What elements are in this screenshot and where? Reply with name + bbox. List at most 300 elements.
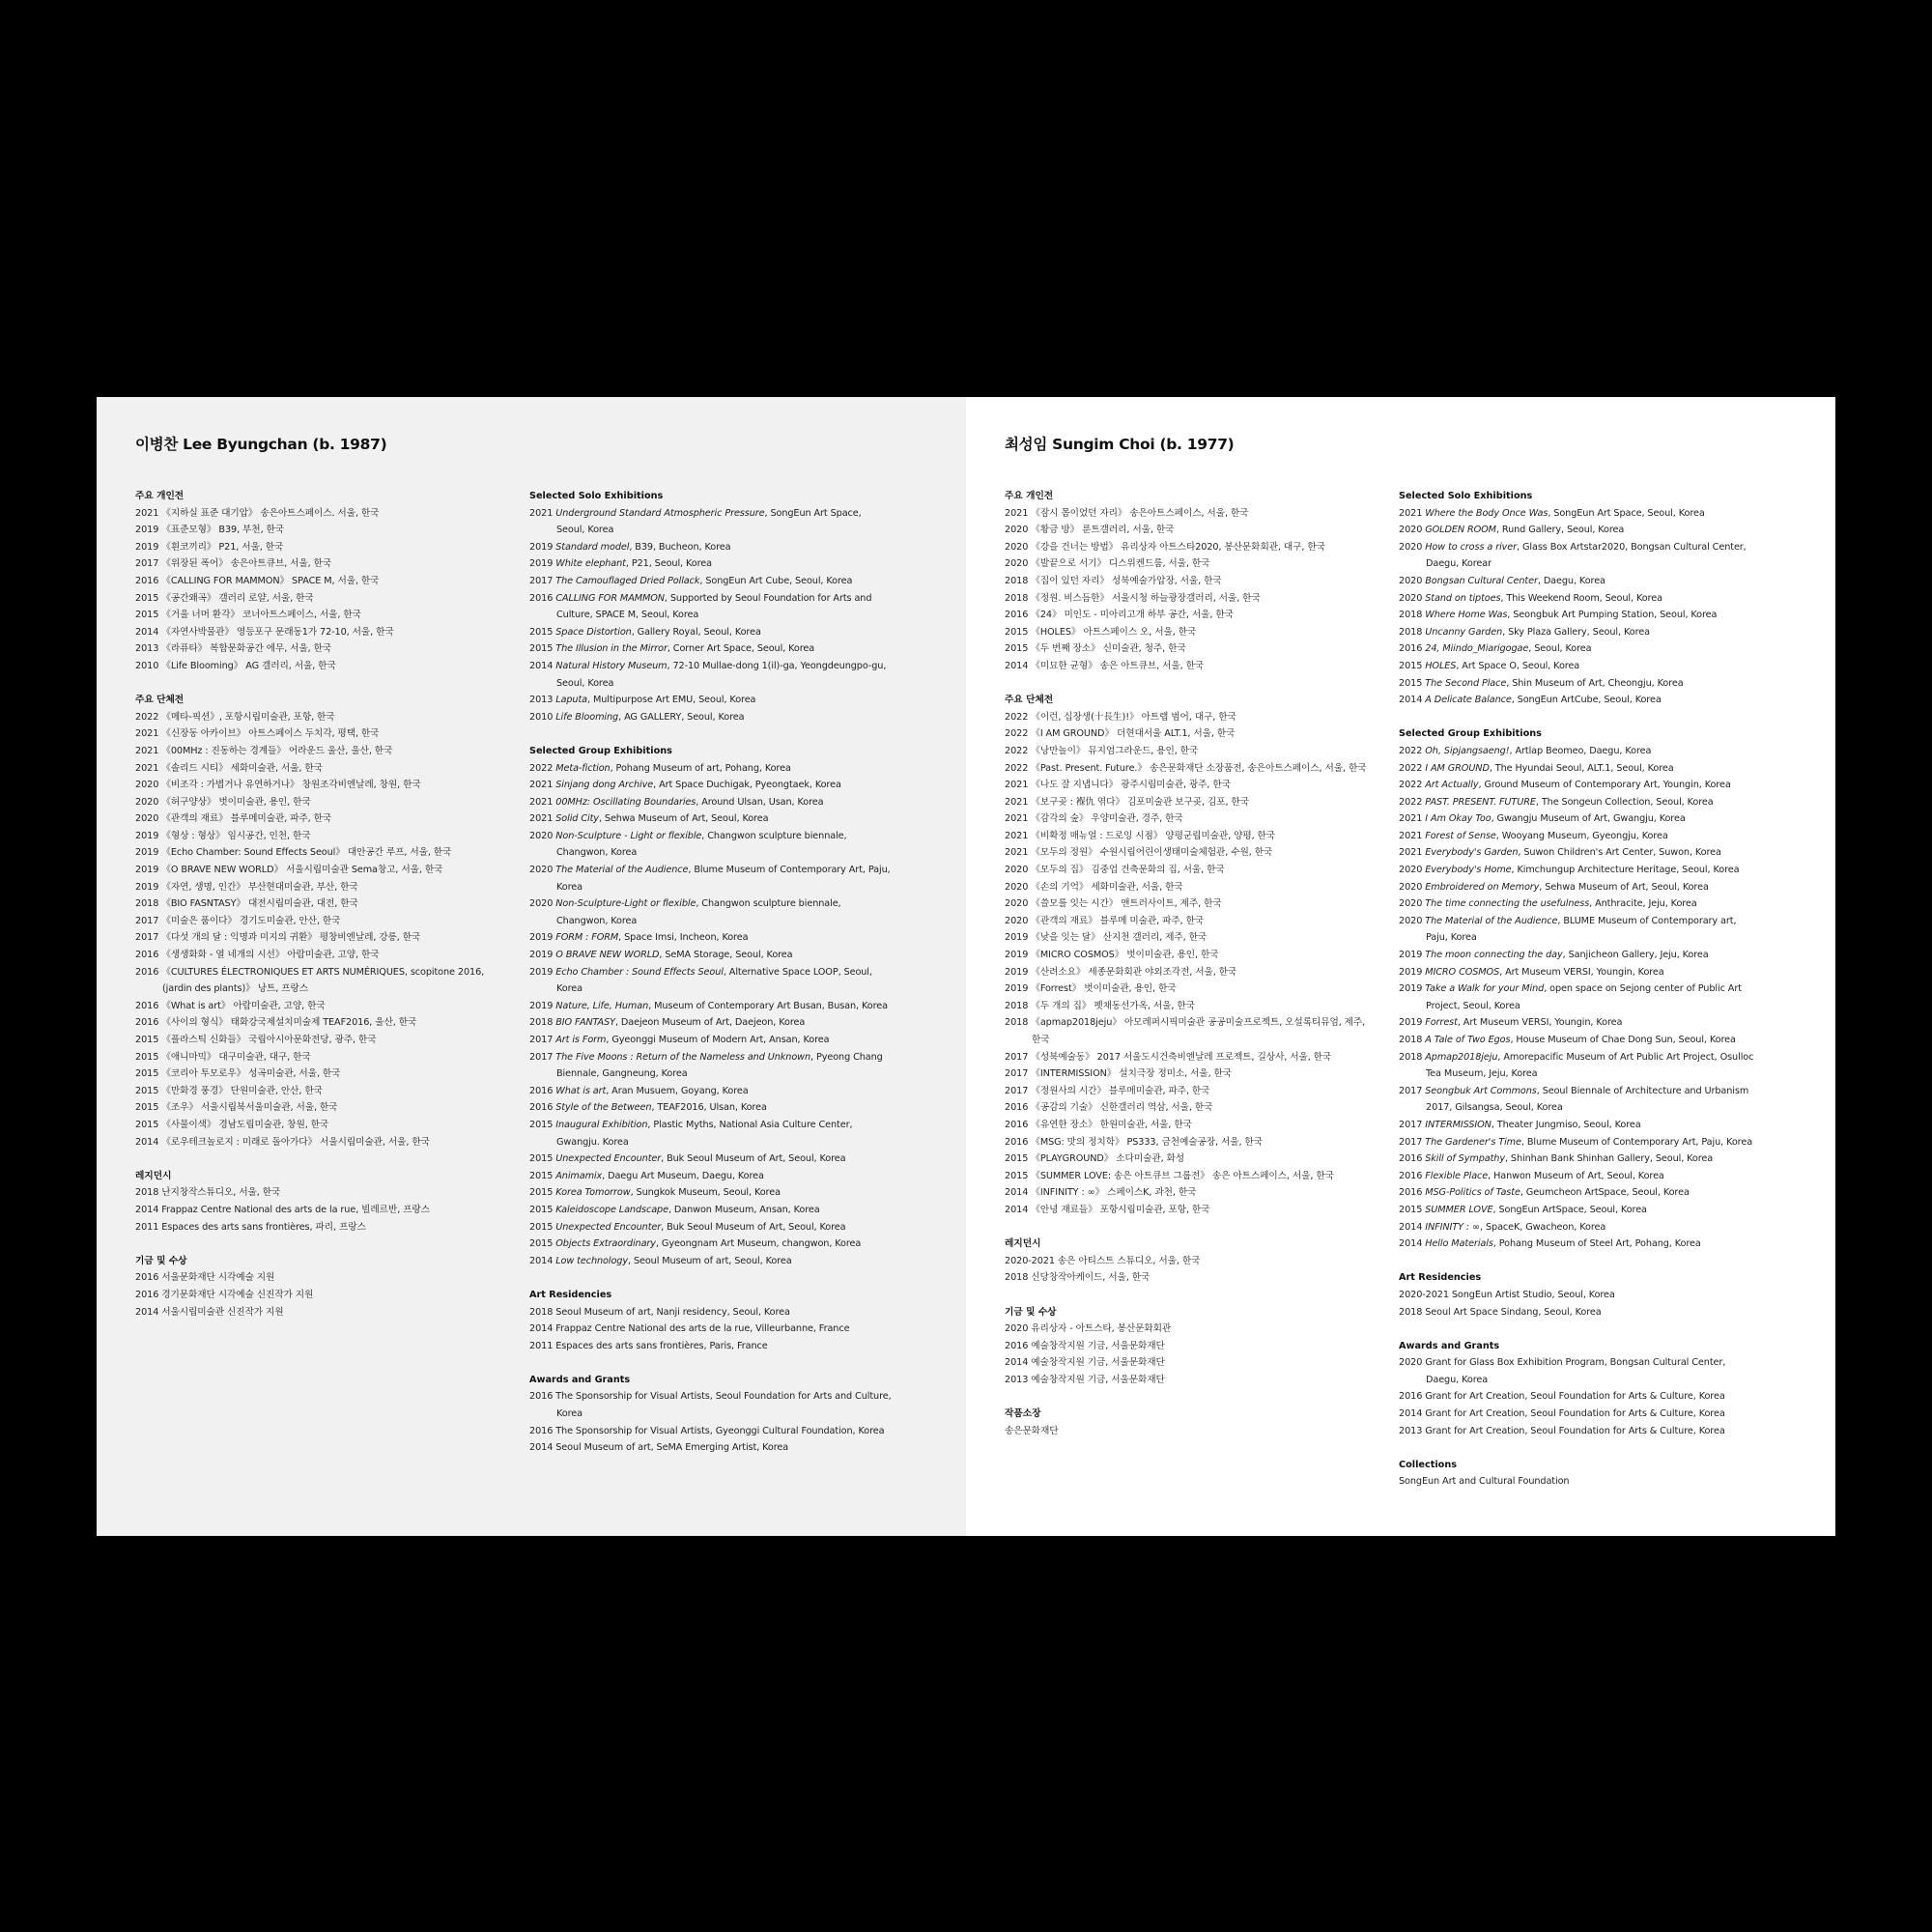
cv-entry: 2016 서울문화재단 시각예술 지원 bbox=[135, 1272, 275, 1284]
cv-entry bbox=[529, 555, 892, 573]
entry-title: O BRAVE NEW WORLD bbox=[555, 950, 660, 961]
entry-title: The Second Place bbox=[1425, 677, 1507, 689]
cv-entry bbox=[1399, 760, 1761, 778]
entry-title: I Am Okay Too bbox=[1425, 813, 1492, 825]
entry-title: Non-Sculpture - Light or flexible bbox=[555, 830, 702, 841]
entry-venue: , Seoul, Korea bbox=[1528, 643, 1592, 655]
entry-venue: , Around Ulsan, Usan, Korea bbox=[696, 796, 824, 808]
entry-year: 2016 bbox=[529, 1102, 554, 1114]
cv-entry: 2013 Grant for Art Creation, Seoul Foundation for Arts & Culture, Korea bbox=[1399, 1425, 1725, 1436]
cv-entry: 2017 《성북예술동》 2017 서울도시건축비엔날레 프로젝트, 길상사, 서울, 한국 bbox=[1005, 1051, 1332, 1063]
entry-year: 2016 bbox=[1399, 1153, 1423, 1165]
entry-venue: , The Songeun Collection, Seoul, Korea bbox=[1535, 796, 1714, 808]
cv-entry: 2016 《공감의 기술》 신한갤러리 역삼, 서울, 한국 bbox=[1005, 1102, 1213, 1114]
entry-year: 2016 bbox=[1399, 1170, 1423, 1181]
cv-entry: 2021 《보구곶 : 褓仇 엮다》 김포미술관 보구곶, 김포, 한국 bbox=[1005, 796, 1249, 808]
entry-year: 2018 bbox=[1399, 1051, 1423, 1063]
entry-year: 2021 bbox=[1399, 830, 1423, 841]
entry-venue: , SeMA Storage, Seoul, Korea bbox=[659, 950, 793, 961]
entry-venue: , SongEun ArtCube, Seoul, Korea bbox=[1511, 695, 1662, 706]
cv-entry: 2022 《메타-픽션》, 포항시립미술관, 포항, 한국 bbox=[135, 711, 335, 723]
cv-entry bbox=[1399, 1168, 1761, 1185]
cv-entry: 2021 《신장동 아카이브》 아트스페이스 두치각, 평택, 한국 bbox=[135, 728, 380, 740]
entry-year: 2019 bbox=[1399, 1017, 1423, 1029]
entry-year: 2014 bbox=[1399, 1221, 1423, 1233]
cv-entry bbox=[1399, 522, 1761, 539]
entry-venue: , Sky Plaza Gallery, Seoul, Korea bbox=[1502, 626, 1650, 638]
entry-venue: , Seongbuk Art Pumping Station, Seoul, Korea bbox=[1507, 610, 1718, 621]
entry-venue: , Wooyang Museum, Gyeongju, Korea bbox=[1495, 830, 1668, 841]
cv-entry: 2014 《로우테크놀로지 : 미래로 돌아가다》 서울시립미술관, 서울, 한국 bbox=[135, 1136, 430, 1148]
cv-entry: 2013 예술창작지원 기금, 서울문화재단 bbox=[1005, 1374, 1165, 1385]
entry-year: 2019 bbox=[1399, 966, 1423, 978]
cv-entry: 2016 Grant for Art Creation, Seoul Foundation for Arts & Culture, Korea bbox=[1399, 1391, 1725, 1403]
entry-venue: , The Hyundai Seoul, ALT.1, Seoul, Korea bbox=[1489, 762, 1674, 774]
entry-title: Space Distortion bbox=[555, 626, 632, 638]
entry-title: The Five Moons : Return of the Nameless and Unknown bbox=[555, 1051, 811, 1063]
entry-year: 2014 bbox=[529, 660, 554, 671]
cv-section bbox=[1399, 1338, 1761, 1440]
cv-entry: 2018 《집이 있던 자리》 성북예술가압장, 서울, 한국 bbox=[1005, 575, 1222, 586]
cv-section bbox=[1399, 1457, 1761, 1491]
artist-name: 이병찬 Lee Byungchan (b. 1987) bbox=[135, 436, 387, 453]
cv-entry: 2011 Espaces des arts sans frontières, Paris, France bbox=[529, 1340, 768, 1351]
entry-title: BIO FANTASY bbox=[555, 1017, 615, 1029]
cv-entry: 2021 《솔리드 시티》 세화미술관, 서울, 한국 bbox=[135, 762, 323, 774]
cv-entry: 2016 예술창작지원 기금, 서울문화재단 bbox=[1005, 1340, 1165, 1351]
entry-venue: , Geumcheon ArtSpace, Seoul, Korea bbox=[1520, 1187, 1690, 1199]
entry-title: Inaugural Exhibition bbox=[555, 1119, 648, 1130]
cv-entry bbox=[1399, 1184, 1761, 1202]
cv-entry: 2016 경기문화재단 시각예술 신진작가 지원 bbox=[135, 1289, 314, 1300]
section-heading: Collections bbox=[1399, 1459, 1457, 1470]
cv-section bbox=[1005, 692, 1367, 1218]
entry-venue: , Sungkok Museum, Seoul, Korea bbox=[630, 1187, 781, 1199]
cv-entry bbox=[529, 828, 892, 862]
entry-title: Take a Walk for your Mind bbox=[1425, 983, 1545, 995]
entry-year: 2019 bbox=[529, 541, 554, 553]
entry-title: Skill of Sympathy bbox=[1425, 1153, 1505, 1165]
section-heading: 기금 및 수상 bbox=[1005, 1306, 1057, 1318]
entry-venue: , Supported by Seoul Foundation for Arts and Culture, SPACE M, Seoul, Korea bbox=[556, 592, 872, 621]
cv-entry: 2016 《사이의 형식》 태화강국제설치미술제 TEAF2016, 울산, 한국 bbox=[135, 1017, 417, 1029]
cv-entry bbox=[1399, 1219, 1761, 1236]
entry-venue: , Aran Musuem, Goyang, Korea bbox=[606, 1085, 749, 1096]
cv-entry: 2016 《CULTURES ÉLECTRONIQUES ET ARTS NUMÉRIQUES, scopitone 2016, (jardin des plants)》 낭트, 프랑스 bbox=[135, 966, 485, 995]
cv-entry: 2018 Seoul Museum of art, Nanji residency, Seoul, Korea bbox=[529, 1306, 790, 1318]
entry-venue: , Amorepacific Museum of Art Public Art Project, Osulloc Tea Museum, Jeju, Korea bbox=[1426, 1051, 1754, 1080]
entry-title: Where the Body Once Was bbox=[1425, 507, 1548, 519]
cv-entry bbox=[529, 1117, 892, 1151]
entry-title: Style of the Between bbox=[555, 1102, 652, 1114]
cv-entry bbox=[1399, 913, 1761, 947]
cv-entry: 2016 The Sponsorship for Visual Artists, Gyeonggi Cultural Foundation, Korea bbox=[529, 1425, 885, 1436]
entry-venue: , Corner Art Space, Seoul, Korea bbox=[667, 643, 815, 655]
section-heading: Selected Group Exhibitions bbox=[529, 745, 672, 756]
cv-entry: 2022 《이런, 십장생(十長生)!》 아트랩 범어, 대구, 한국 bbox=[1005, 711, 1236, 723]
entry-venue: , Anthracite, Jeju, Korea bbox=[1589, 898, 1697, 910]
entry-venue: , Pohang Museum of art, Pohang, Korea bbox=[610, 762, 791, 774]
entry-venue: , open space on Sejong center of Public Art Project, Seoul, Korea bbox=[1426, 983, 1742, 1011]
entry-venue: , Buk Seoul Museum of Art, Seoul, Korea bbox=[661, 1221, 846, 1233]
cv-section bbox=[1005, 488, 1367, 675]
entry-venue: , Seoul Biennale of Architecture and Urbanism 2017, Gilsangsa, Seoul, Korea bbox=[1426, 1085, 1749, 1114]
cv-entry: 2020 Grant for Glass Box Exhibition Program, Bongsan Cultural Center, Daegu, Korea bbox=[1399, 1357, 1726, 1385]
cv-entry bbox=[1399, 640, 1761, 658]
entry-venue: , Ground Museum of Contemporary Art, Youngin, Korea bbox=[1478, 780, 1731, 791]
entry-year: 2019 bbox=[529, 1000, 554, 1011]
cv-entry bbox=[1399, 1202, 1761, 1219]
entry-title: Low technology bbox=[555, 1255, 628, 1266]
cv-entry bbox=[1399, 590, 1761, 608]
entry-year: 2016 bbox=[529, 592, 554, 604]
cv-entry: 2017 《위장된 폭어》 송은아트큐브, 서울, 한국 bbox=[135, 558, 332, 570]
entry-venue: , SongEun ArtSpace, Seoul, Korea bbox=[1492, 1204, 1647, 1215]
entry-venue: , Shinhan Bank Shinhan Gallery, Seoul, Korea bbox=[1504, 1153, 1714, 1165]
entry-title: The Gardener's Time bbox=[1425, 1136, 1521, 1148]
entry-venue: , Sehwa Museum of Art, Seoul, Korea bbox=[1539, 881, 1709, 893]
entry-year: 2017 bbox=[1399, 1119, 1423, 1130]
cv-entry bbox=[529, 1151, 892, 1168]
cv-entry bbox=[1399, 810, 1761, 828]
entry-title: Forest of Sense bbox=[1425, 830, 1496, 841]
entry-venue: , Sehwa Museum of Art, Seoul, Korea bbox=[598, 813, 769, 825]
cv-section bbox=[1005, 1406, 1367, 1439]
entry-year: 2019 bbox=[529, 950, 554, 961]
entry-title: The Material of the Audience bbox=[555, 865, 689, 876]
cv-entry: 2017 《다섯 개의 달 : 익명과 미지의 귀환》 평창비엔날레, 강릉, 한국 bbox=[135, 932, 421, 944]
entry-title: HOLES bbox=[1425, 660, 1457, 671]
cv-entry bbox=[529, 998, 892, 1015]
entry-title: How to cross a river bbox=[1425, 541, 1518, 553]
cv-entry bbox=[529, 1184, 892, 1202]
cv-entry: 2020 《쓸모를 잇는 시간》 앤트러사이트, 제주, 한국 bbox=[1005, 898, 1222, 910]
entry-title: Meta-fiction bbox=[555, 762, 611, 774]
cv-entry: 2021 《비확정 매뉴얼 : 드로잉 시점》 양평군립미술관, 양평, 한국 bbox=[1005, 830, 1276, 841]
entry-title: FORM : FORM bbox=[555, 932, 619, 944]
entry-year: 2021 bbox=[529, 796, 554, 808]
entry-year: 2015 bbox=[529, 643, 554, 655]
entry-title: What is art bbox=[555, 1085, 607, 1096]
entry-year: 2014 bbox=[529, 1255, 554, 1266]
cv-section bbox=[529, 1372, 892, 1457]
entry-venue: , Theater Jungmiso, Seoul, Korea bbox=[1491, 1119, 1641, 1130]
cv-entry bbox=[1399, 675, 1761, 693]
cv-entry bbox=[529, 505, 892, 539]
entry-venue: , SongEun Art Space, Seoul, Korea bbox=[1548, 507, 1705, 519]
entry-venue: , Danwon Museum, Ansan, Korea bbox=[668, 1204, 820, 1215]
section-heading: Art Residencies bbox=[1399, 1272, 1482, 1284]
cv-entry bbox=[529, 947, 892, 964]
entry-title: Art is Form bbox=[555, 1035, 607, 1045]
entry-title: Objects Extraordinary bbox=[555, 1238, 656, 1250]
entry-venue: , Sanjicheon Gallery, Jeju, Korea bbox=[1562, 950, 1709, 961]
cv-entry: 2016 The Sponsorship for Visual Artists, Seoul Foundation for Arts and Culture, Korea bbox=[529, 1391, 892, 1420]
cv-entry bbox=[1399, 607, 1761, 624]
entry-title: Bongsan Cultural Center bbox=[1425, 575, 1538, 586]
cv-entry: 2019 《낮을 잇는 달》 산지천 갤러리, 제주, 한국 bbox=[1005, 932, 1208, 944]
entry-year: 2022 bbox=[1399, 762, 1423, 774]
cv-entry: 2014 서울시립미술관 신진작가 지원 bbox=[135, 1306, 284, 1318]
column-english bbox=[529, 488, 892, 1473]
cv-entry bbox=[529, 895, 892, 929]
cv-entry bbox=[529, 1253, 892, 1270]
entry-year: 2020 bbox=[1399, 915, 1423, 926]
entry-title: 24, Miindo_Miarigogae bbox=[1425, 643, 1529, 655]
entry-year: 2022 bbox=[1399, 796, 1423, 808]
cv-entry: 2022 《I AM GROUND》 더현대서울 ALT.1, 서울, 한국 bbox=[1005, 728, 1236, 740]
entry-year: 2021 bbox=[529, 813, 554, 825]
cv-entry bbox=[1399, 1083, 1761, 1117]
cv-entry: 2016 《CALLING FOR MAMMON》 SPACE M, 서울, 한국 bbox=[135, 575, 380, 586]
cv-entry bbox=[529, 1202, 892, 1219]
cv-entry: 2018 난지창작스튜디오, 서울, 한국 bbox=[135, 1187, 281, 1199]
entry-title: Hello Materials bbox=[1425, 1238, 1493, 1250]
cv-section bbox=[529, 743, 892, 1269]
cv-entry: 2014 Seoul Museum of art, SeMA Emerging Artist, Korea bbox=[529, 1442, 789, 1454]
entry-venue: , Daegu, Korea bbox=[1537, 575, 1605, 586]
cv-entry: 2020 《황금 방》 룬트갤러리, 서울, 한국 bbox=[1005, 525, 1175, 536]
entry-title: Flexible Place bbox=[1425, 1170, 1489, 1181]
cv-entry: 2018 신당창작아케이드, 서울, 한국 bbox=[1005, 1272, 1151, 1284]
entry-title: Where Home Was bbox=[1425, 610, 1508, 621]
entry-title: A Tale of Two Egos bbox=[1425, 1035, 1511, 1045]
entry-title: Unexpected Encounter bbox=[555, 1221, 662, 1233]
entry-title: CALLING FOR MAMMON bbox=[555, 592, 665, 604]
entry-year: 2017 bbox=[529, 1051, 554, 1063]
entry-year: 2019 bbox=[529, 932, 554, 944]
section-heading: Awards and Grants bbox=[529, 1374, 631, 1385]
section-heading: Selected Solo Exhibitions bbox=[529, 491, 664, 501]
entry-year: 2016 bbox=[1399, 643, 1423, 655]
cv-section bbox=[135, 1168, 497, 1236]
entry-year: 2021 bbox=[1399, 847, 1423, 859]
cv-entry: 2016 《What is art》 아람미술관, 고양, 한국 bbox=[135, 1000, 326, 1011]
cv-entry: 2015 《만화경 풍경》 단원미술관, 안산, 한국 bbox=[135, 1085, 323, 1096]
entry-venue: , House Museum of Chae Dong Sun, Seoul, Korea bbox=[1510, 1035, 1736, 1045]
cv-entry: 2019 《표준모형》 B39, 부천, 한국 bbox=[135, 525, 285, 536]
cv-entry: 2020 《손의 기억》 세화미술관, 서울, 한국 bbox=[1005, 881, 1183, 893]
entry-year: 2022 bbox=[529, 762, 554, 774]
cv-entry: SongEun Art and Cultural Foundation bbox=[1399, 1476, 1570, 1488]
cv-entry: 2016 《생생화화 - 열 네개의 시선》 아람미술관, 고양, 한국 bbox=[135, 950, 380, 961]
cv-entry bbox=[529, 964, 892, 998]
section-heading: 작품소장 bbox=[1005, 1408, 1041, 1420]
entry-title: Embroidered on Memory bbox=[1425, 881, 1540, 893]
entry-title: Oh, Sipjangsaeng! bbox=[1425, 745, 1510, 756]
entry-title: INTERMISSION bbox=[1425, 1119, 1492, 1130]
cv-entry bbox=[1399, 692, 1761, 709]
cv-entry bbox=[529, 794, 892, 811]
entry-venue: , Museum of Contemporary Art Busan, Busan, Korea bbox=[648, 1000, 888, 1011]
entry-title: The moon connecting the day bbox=[1425, 950, 1563, 961]
cv-entry bbox=[529, 573, 892, 590]
cv-entry: 2019 《Forrest》 벗이미술관, 용인, 한국 bbox=[1005, 983, 1177, 995]
entry-venue: , Changwon sculpture biennale, Changwon, Korea bbox=[556, 898, 841, 926]
entry-year: 2017 bbox=[529, 575, 554, 586]
cv-entry bbox=[529, 1049, 892, 1083]
cv-entry: 2015 《사물이색》 경남도립미술관, 창원, 한국 bbox=[135, 1119, 329, 1130]
cv-section bbox=[135, 488, 497, 675]
entry-title: GOLDEN ROOM bbox=[1425, 525, 1496, 536]
cv-entry: 2021 《감각의 숲》 우양미술관, 경주, 한국 bbox=[1005, 813, 1183, 825]
entry-year: 2019 bbox=[529, 966, 554, 978]
cv-entry: 2015 《두 번째 장소》 신미술관, 청주, 한국 bbox=[1005, 643, 1186, 655]
entry-venue: , SpaceK, Gwacheon, Korea bbox=[1480, 1221, 1606, 1233]
section-heading: 주요 개인전 bbox=[135, 491, 185, 501]
cv-entry: 2015 《PLAYGROUND》 소다미술관, 화성 bbox=[1005, 1153, 1185, 1165]
cv-entry: 2014 Grant for Art Creation, Seoul Foundation for Arts & Culture, Korea bbox=[1399, 1408, 1725, 1420]
entry-year: 2020 bbox=[1399, 592, 1423, 604]
entry-year: 2014 bbox=[1399, 1238, 1423, 1250]
cv-entry: 2020 유리상자 - 아트스타, 봉산문화회관 bbox=[1005, 1323, 1172, 1335]
entry-venue: , Daegu Art Museum, Daegu, Korea bbox=[602, 1170, 764, 1181]
cv-entry bbox=[1399, 743, 1761, 760]
entry-year: 2019 bbox=[529, 558, 554, 570]
entry-venue: , AG GALLERY, Seoul, Korea bbox=[618, 711, 745, 723]
cv-entry: 2020 《비조각 : 가볍거나 유연하거나》 창원조각비엔날레, 창원, 한국 bbox=[135, 780, 421, 791]
artist-name: 최성임 Sungim Choi (b. 1977) bbox=[1005, 436, 1235, 453]
cv-entry: 2017 《INTERMISSION》 설치극장 정미소, 서울, 한국 bbox=[1005, 1068, 1233, 1080]
cv-entry bbox=[529, 590, 892, 624]
section-heading: 기금 및 수상 bbox=[135, 1255, 187, 1266]
cv-entry: 2015 《공간왜곡》 갤러리 로얄, 서울, 한국 bbox=[135, 592, 314, 604]
entry-year: 2021 bbox=[1399, 507, 1423, 519]
cv-entry: 2018 Seoul Art Space Sindang, Seoul, Korea bbox=[1399, 1306, 1602, 1318]
cv-entry bbox=[1399, 844, 1761, 862]
entry-venue: , Art Museum VERSI, Youngin, Korea bbox=[1457, 1017, 1623, 1029]
entry-venue: , Kimchungup Architecture Heritage, Seoul, Korea bbox=[1511, 865, 1740, 876]
cv-entry: 2019 《Echo Chamber: Sound Effects Seoul》 대안공간 루프, 서울, 한국 bbox=[135, 847, 452, 859]
entry-title: Korea Tomorrow bbox=[555, 1187, 631, 1199]
cv-entry: 2010 《Life Blooming》 AG 갤러리, 서울, 한국 bbox=[135, 660, 336, 671]
entry-venue: , B39, Bucheon, Korea bbox=[629, 541, 731, 553]
entry-year: 2020 bbox=[1399, 865, 1423, 876]
cv-entry bbox=[529, 640, 892, 658]
cv-section bbox=[1399, 1269, 1761, 1321]
entry-venue: , Pyeong Chang Biennale, Gangneung, Korea bbox=[556, 1051, 883, 1080]
entry-venue: , Blume Museum of Contemporary Art, Paju, Korea bbox=[556, 865, 891, 893]
entry-year: 2018 bbox=[529, 1017, 554, 1029]
column-korean bbox=[135, 488, 497, 1338]
entry-title: White elephant bbox=[555, 558, 626, 570]
cv-entry: 2020 《허구양상》 벗이미술관, 용인, 한국 bbox=[135, 796, 311, 808]
entry-title: Life Blooming bbox=[555, 711, 619, 723]
cv-entry bbox=[1399, 895, 1761, 913]
cv-entry bbox=[1399, 1236, 1761, 1253]
cv-entry: 2021 《00MHz : 진동하는 경계들》 어라운드 울산, 울산, 한국 bbox=[135, 745, 393, 756]
entry-title: Apmap2018jeju bbox=[1425, 1051, 1498, 1063]
cv-entry: 2014 《미묘한 균형》 송은 아트큐브, 서울, 한국 bbox=[1005, 660, 1205, 671]
entry-year: 2015 bbox=[529, 1170, 554, 1181]
cv-entry: 2014 예술창작지원 기금, 서울문화재단 bbox=[1005, 1357, 1165, 1369]
cv-entry: 2015 《조우》 서울시립북서울미술관, 서울, 한국 bbox=[135, 1102, 338, 1114]
entry-venue: , Seoul Museum of art, Seoul, Korea bbox=[627, 1255, 792, 1266]
entry-year: 2020 bbox=[1399, 881, 1423, 893]
entry-title: The Material of the Audience bbox=[1425, 915, 1558, 926]
cv-entry bbox=[1399, 573, 1761, 590]
entry-year: 2021 bbox=[529, 507, 554, 519]
entry-year: 2014 bbox=[1399, 695, 1423, 706]
entry-venue: , Artlap Beomeo, Daegu, Korea bbox=[1509, 745, 1652, 756]
cv-entry: 2014 《INFINITY : ∞》 스페이스K, 과천, 한국 bbox=[1005, 1187, 1197, 1199]
cv-entry: 2017 《미술은 품이다》 경기도미술관, 안산, 한국 bbox=[135, 915, 341, 926]
cv-entry bbox=[1399, 828, 1761, 845]
entry-venue: , BLUME Museum of Contemporary art, Paju, Korea bbox=[1426, 915, 1737, 944]
entry-venue: , Art Space O, Seoul, Korea bbox=[1456, 660, 1580, 671]
entry-title: Underground Standard Atmospheric Pressure bbox=[555, 507, 765, 519]
cv-entry: 2015 《플라스틱 신화들》 국립아시아문화전당, 광주, 한국 bbox=[135, 1035, 377, 1045]
cv-entry: 2019 《MICRO COSMOS》 벗이미술관, 용인, 한국 bbox=[1005, 950, 1219, 961]
cv-entry: 2020 《발끝으로 서기》 디스위켄드룸, 서울, 한국 bbox=[1005, 558, 1210, 570]
cv-section bbox=[135, 1253, 497, 1321]
entry-year: 2018 bbox=[1399, 1035, 1423, 1045]
entry-year: 2019 bbox=[1399, 950, 1423, 961]
entry-year: 2015 bbox=[529, 1238, 554, 1250]
entry-title: Non-Sculpture-Light or flexible bbox=[555, 898, 696, 910]
cv-entry bbox=[1399, 947, 1761, 964]
entry-year: 2020 bbox=[1399, 898, 1423, 910]
cv-entry bbox=[529, 1032, 892, 1049]
cv-section bbox=[1399, 488, 1761, 709]
entry-venue: , Plastic Myths, National Asia Culture Center, Gwangju. Korea bbox=[556, 1119, 853, 1148]
entry-venue: , SongEun Art Cube, Seoul, Korea bbox=[699, 575, 853, 586]
entry-venue: , Art Space Duchigak, Pyeongtaek, Korea bbox=[653, 780, 841, 791]
cv-entry: 2016 《MSG: 맛의 정치학》 PS333, 금천예술공장, 서울, 한국 bbox=[1005, 1136, 1263, 1148]
cv-entry bbox=[529, 929, 892, 947]
entry-year: 2018 bbox=[1399, 626, 1423, 638]
cv-entry bbox=[1399, 1117, 1761, 1134]
entry-title: MICRO COSMOS bbox=[1425, 966, 1500, 978]
cv-entry bbox=[529, 1219, 892, 1236]
cv-entry bbox=[529, 709, 892, 726]
entry-venue: , Buk Seoul Museum of Art, Seoul, Korea bbox=[661, 1153, 846, 1165]
cv-entry: 2019 《산려소요》 세종문화회관 야외조각전, 서울, 한국 bbox=[1005, 966, 1237, 978]
entry-title: Solid City bbox=[555, 813, 599, 825]
cv-section bbox=[529, 488, 892, 725]
section-heading: Selected Solo Exhibitions bbox=[1399, 491, 1533, 501]
entry-title: Everybody's Garden bbox=[1425, 847, 1519, 859]
cv-section bbox=[135, 692, 497, 1151]
cv-entry: 2015 《거울 너머 환각》 코너아트스페이스, 서울, 한국 bbox=[135, 610, 361, 621]
entry-year: 2019 bbox=[1399, 983, 1423, 995]
cv-entry: 2013 《라퓨타》 복합문화공간 에무, 서울, 한국 bbox=[135, 643, 332, 655]
section-heading: Selected Group Exhibitions bbox=[1399, 728, 1542, 740]
cv-entry: 2021 《나도 잘 지냅니다》 광주시립미술관, 광주, 한국 bbox=[1005, 780, 1231, 791]
entry-title: Standard model bbox=[555, 541, 630, 553]
cv-entry bbox=[1399, 1049, 1761, 1083]
cv-entry bbox=[1399, 505, 1761, 523]
entry-year: 2022 bbox=[1399, 780, 1423, 791]
entry-year: 2017 bbox=[529, 1035, 554, 1045]
cv-entry bbox=[1399, 794, 1761, 811]
cv-entry: 2020 《강을 건너는 방법》 유리상자 아트스타2020, 봉산문화회관, 대구, 한국 bbox=[1005, 541, 1325, 553]
entry-year: 2021 bbox=[1399, 813, 1423, 825]
entry-year: 2020 bbox=[1399, 525, 1423, 536]
cv-entry bbox=[529, 777, 892, 794]
entry-title: Laputa bbox=[555, 695, 588, 706]
section-heading: 레지던시 bbox=[1005, 1238, 1041, 1250]
cv-entry: 2014 Frappaz Centre National des arts de la rue, Villeurbanne, France bbox=[529, 1323, 850, 1335]
entry-year: 2020 bbox=[1399, 575, 1423, 586]
cv-entry: 2017 《정원사의 시간》 블루메미술관, 파주, 한국 bbox=[1005, 1085, 1210, 1096]
entry-year: 2013 bbox=[529, 695, 554, 706]
cv-entry bbox=[529, 658, 892, 692]
entry-year: 2017 bbox=[1399, 1085, 1423, 1096]
cv-entry bbox=[529, 1168, 892, 1185]
entry-year: 2018 bbox=[1399, 610, 1423, 621]
cv-entry bbox=[529, 692, 892, 709]
